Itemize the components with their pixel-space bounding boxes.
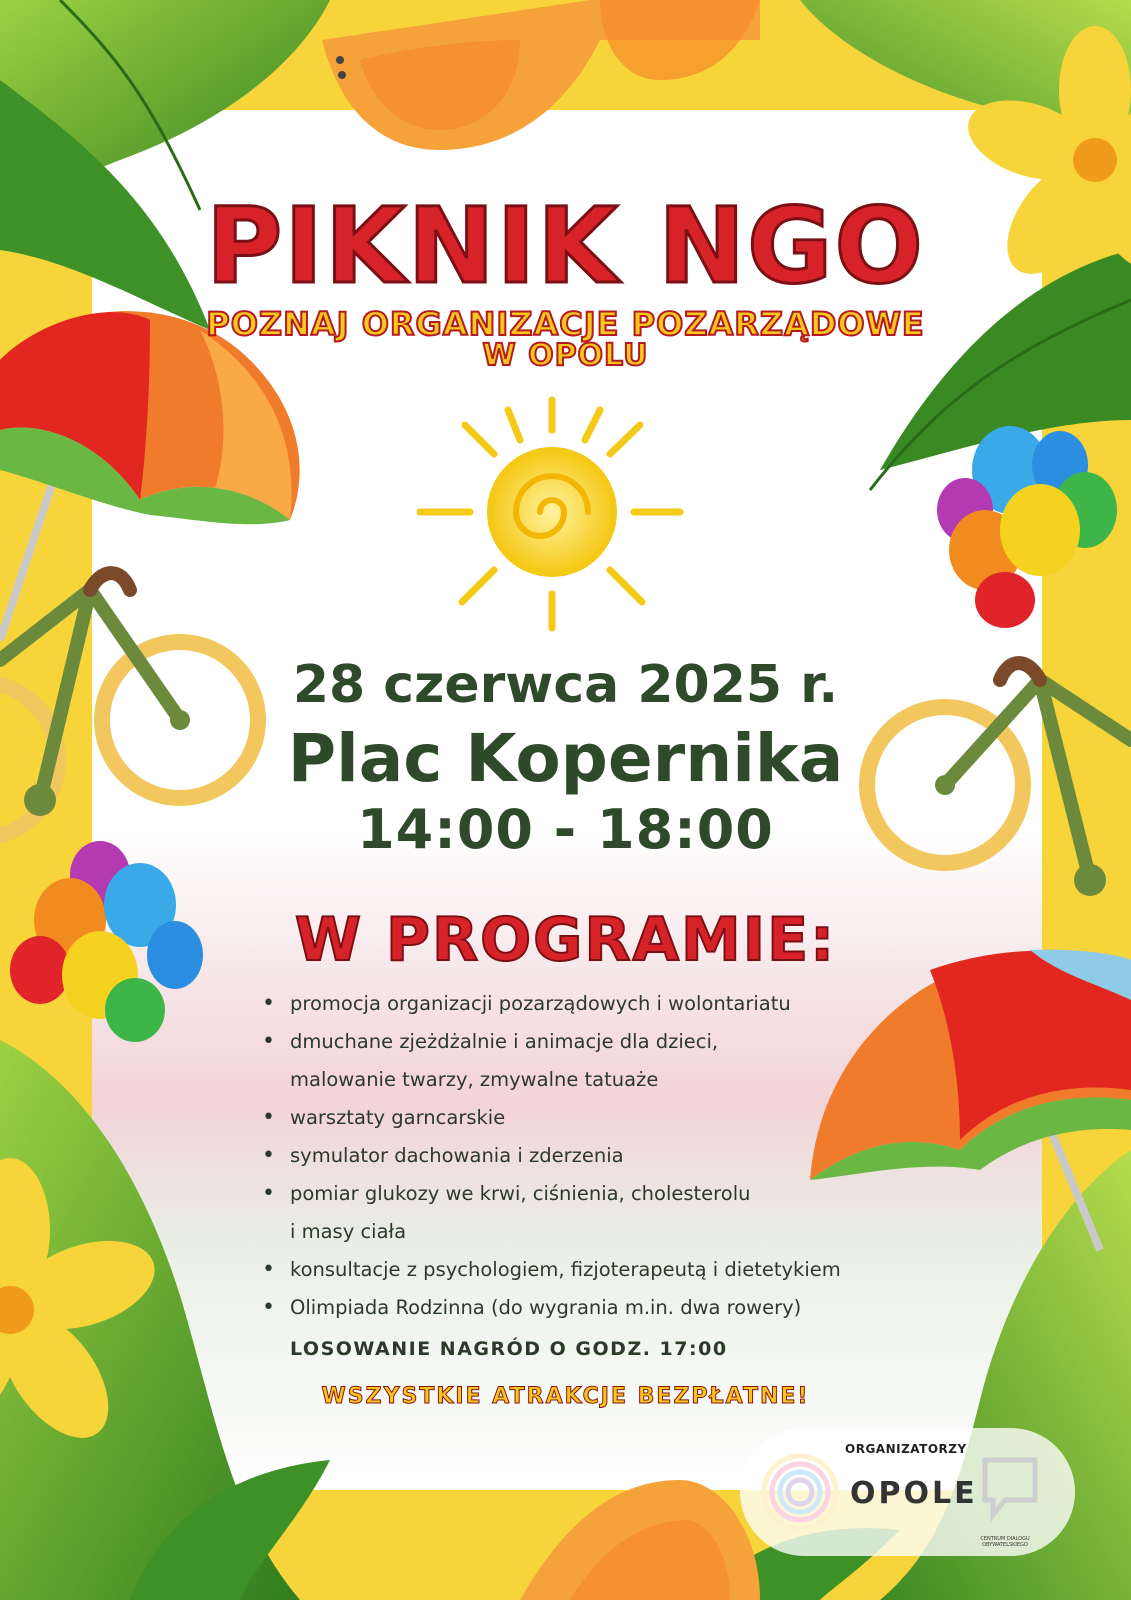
program-item: • symulator dachowania i zderzenia xyxy=(262,1137,902,1175)
program-list xyxy=(262,985,902,1327)
event-time: 14:00 - 18:00 xyxy=(357,798,774,861)
prize-draw-note: LOSOWANIE NAGRÓD O GODZ. 17:00 xyxy=(290,1338,728,1360)
organizers-label: ORGANIZATORZY xyxy=(845,1442,967,1456)
main-title: PIKNIK NGO xyxy=(206,185,925,307)
subtitle-line-1: POZNAJ ORGANIZACJE POZARZĄDOWE xyxy=(206,305,925,343)
program-item: • pomiar glukozy we krwi, ciśnienia, cholesterolu i masy ciała xyxy=(262,1175,902,1251)
program-item: • promocja organizacji pozarządowych i wolontariatu xyxy=(262,985,902,1023)
sunglasses-icon xyxy=(322,0,760,150)
program-item: • warsztaty garncarskie xyxy=(262,1099,902,1137)
program-item: • dmuchane zjeżdżalnie i animacje dla dzieci, malowanie twarzy, zmywalne tatuaże xyxy=(262,1023,902,1099)
subtitle-line-2: W OPOLU xyxy=(482,338,649,373)
program-heading: W PROGRAMIE: xyxy=(294,905,837,975)
cdo-logo-text: CENTRUM DIALOGU OBYWATELSKIEGO xyxy=(980,1536,1030,1548)
sun-icon xyxy=(420,400,680,628)
sunglasses-bottom-icon xyxy=(520,1480,760,1600)
opole-logo-text: OPOLE xyxy=(850,1476,978,1511)
event-place: Plac Kopernika xyxy=(287,720,844,797)
balloons-right-icon xyxy=(937,426,1117,628)
program-item: • konsultacje z psychologiem, fizjoterapeutą i dietetykiem xyxy=(262,1251,902,1289)
event-date: 28 czerwca 2025 r. xyxy=(292,655,839,715)
program-item: • Olimpiada Rodzinna (do wygrania m.in. dwa rowery) xyxy=(262,1289,902,1327)
free-attractions-note: WSZYSTKIE ATRAKCJE BEZPŁATNE! xyxy=(321,1384,810,1409)
